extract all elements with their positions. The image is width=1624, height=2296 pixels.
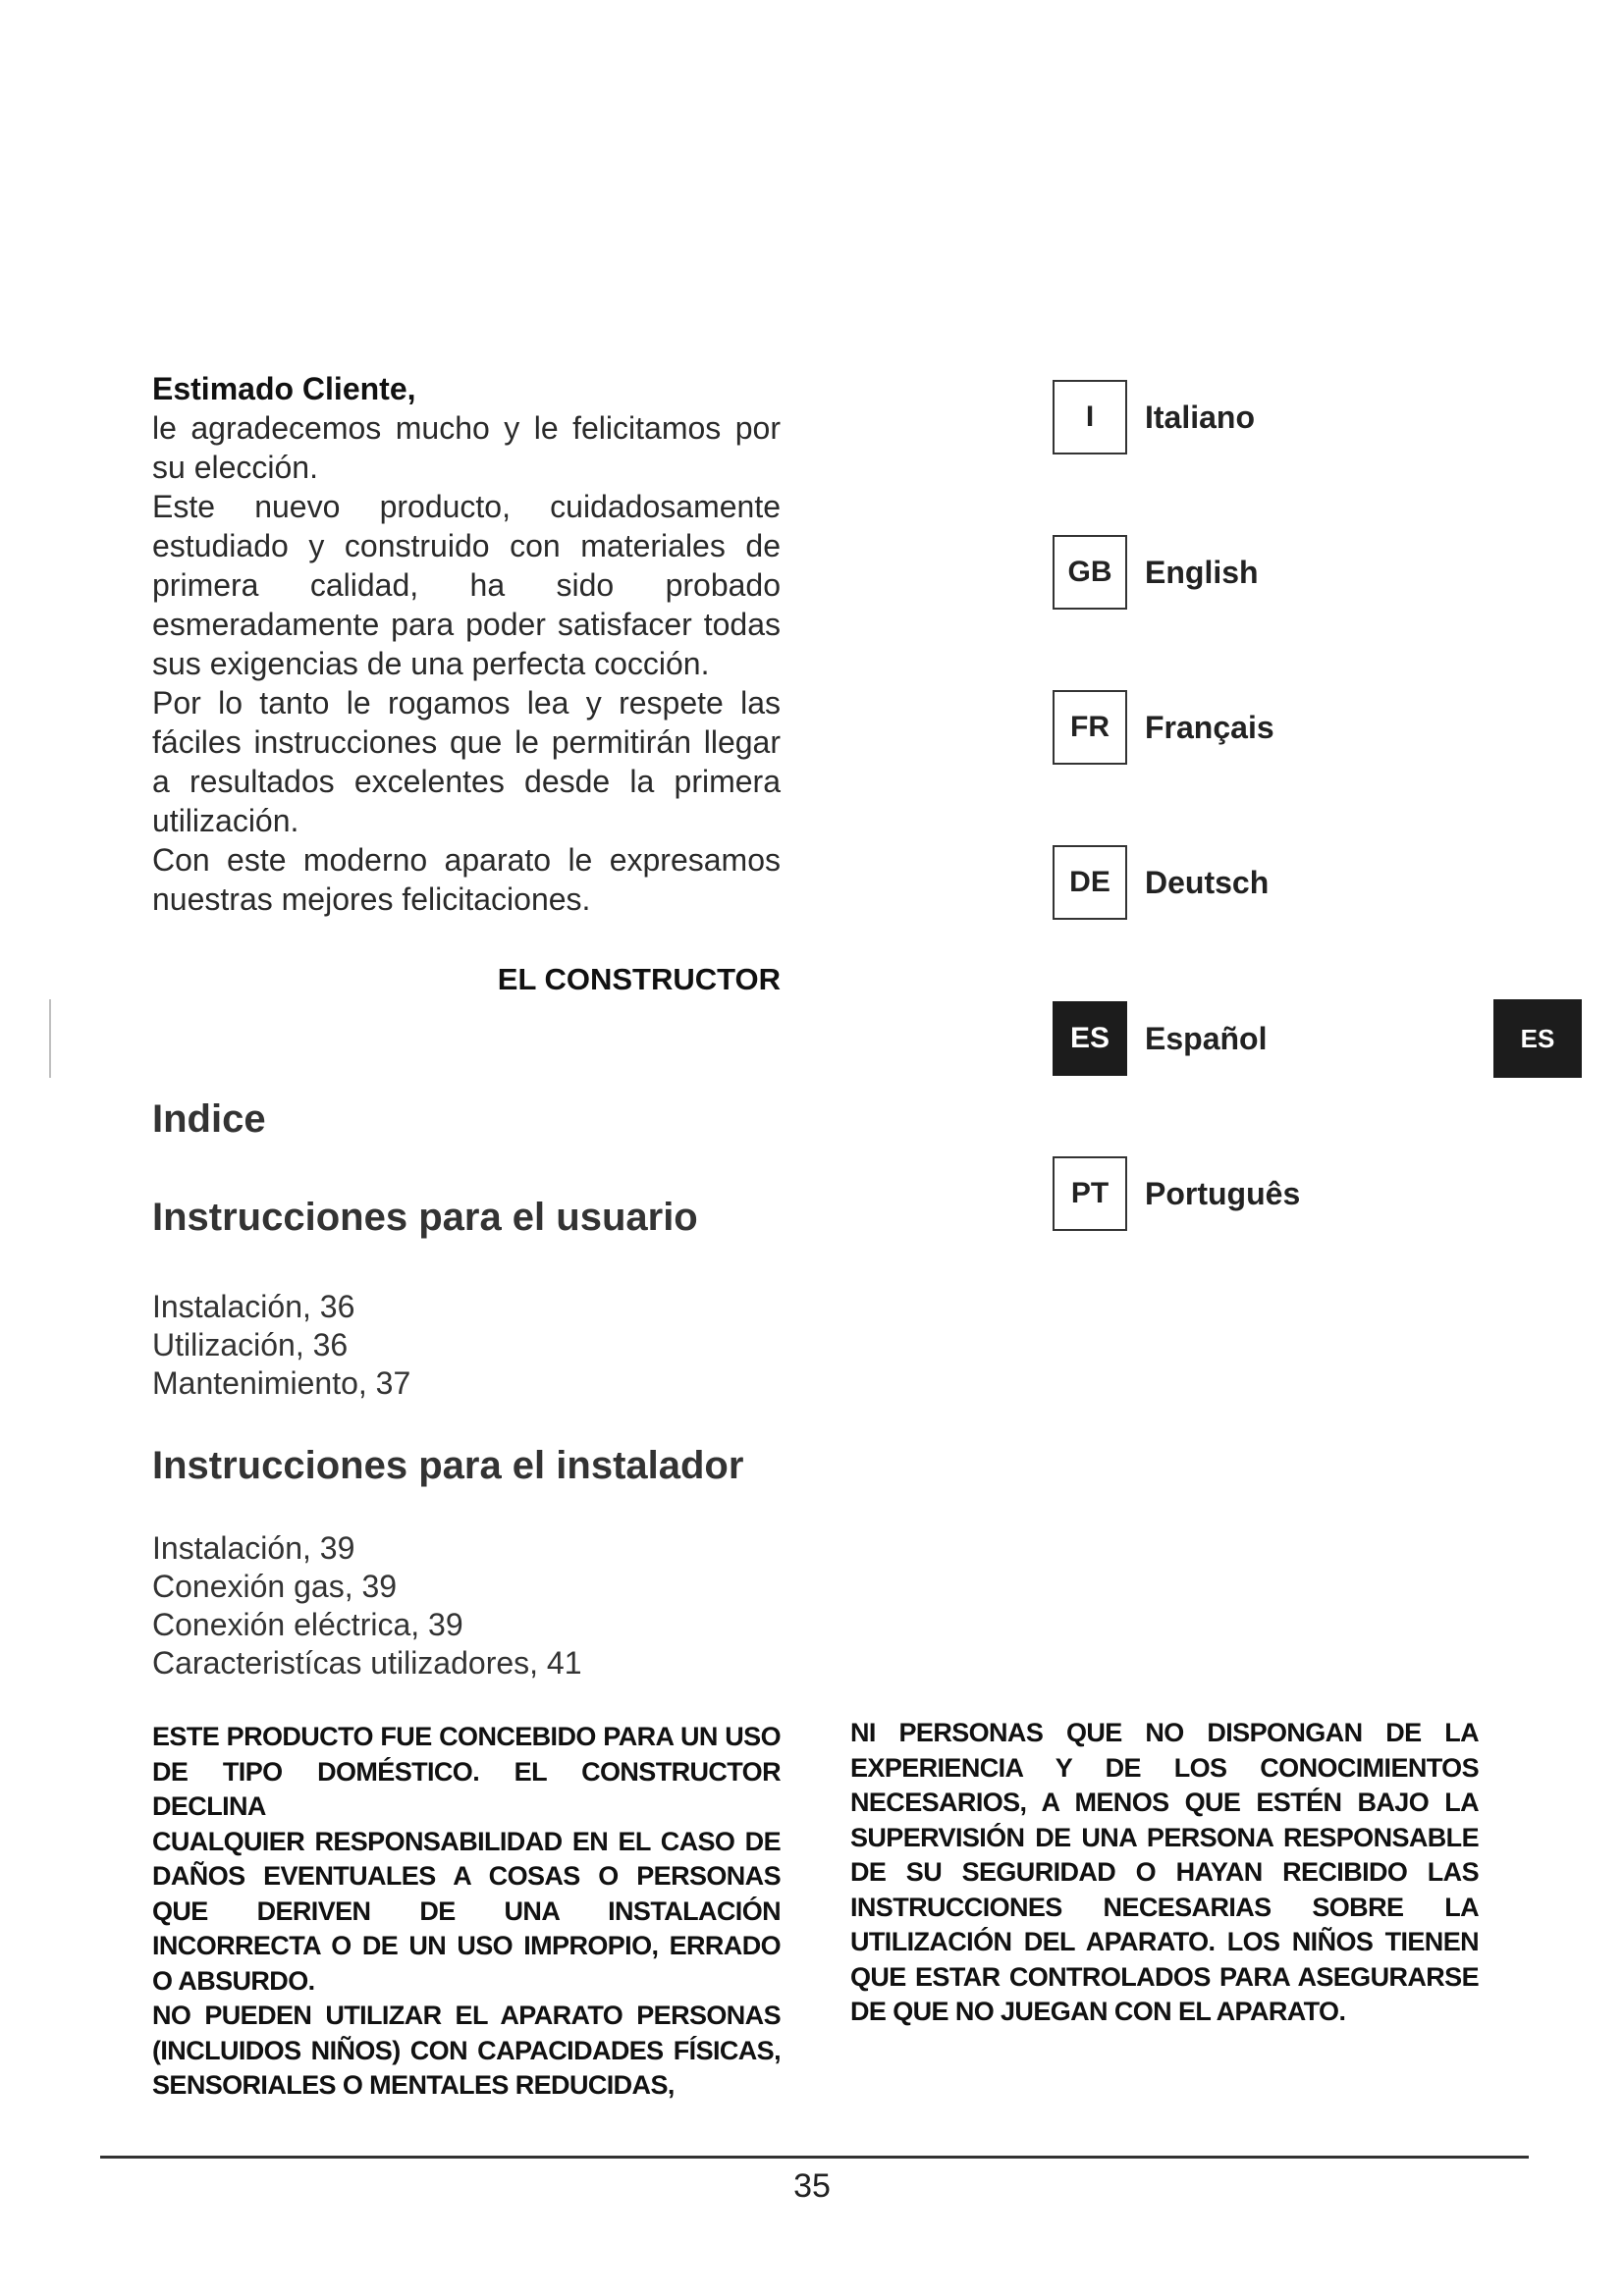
letter-paragraph: le agradecemos mucho y le felicitamos por su elección.	[152, 410, 781, 485]
warning-paragraph: NO PUEDEN UTILIZAR EL APARATO PERSONAS (INCLUIDOS NIÑOS) CON CAPACIDADES FÍSICAS, SENSORIALES O MENTALES REDUCIDAS,	[152, 2001, 781, 2100]
safety-warning-right	[850, 1716, 1479, 2030]
warning-paragraph: NI PERSONAS QUE NO DISPONGAN DE LA EXPERIENCIA Y DE LOS CONOCIMIENTOS NECESARIOS, A MENOS QUE ESTÉN BAJO LA SUPERVISIÓN DE UNA PERSONA RESPONSABLE DE SU SEGURIDAD O HAYAN RECIBIDO LAS INSTRUCCIONES NECESARIAS SOBRE LA UTILIZACIÓN DEL APARATO. LOS NIÑOS TIENEN QUE ESTAR CONTROLADOS PARA ASEGURARSE DE QUE NO JUEGAN CON EL APARATO.	[850, 1718, 1479, 2026]
letter-greeting: Estimado Cliente,	[152, 371, 416, 406]
language-item-espanol[interactable]	[1053, 1001, 1267, 1076]
toc-item: Instalación, 36	[152, 1289, 355, 1324]
language-code-box: FR	[1053, 690, 1127, 765]
warning-paragraph: CUALQUIER RESPONSABILIDAD EN EL CASO DE DAÑOS EVENTUALES A COSAS O PERSONAS QUE DERIVEN DE UNA INSTALACIÓN INCORRECTA O DE UN USO IMPROPIO, ERRADO O ABSURDO.	[152, 1826, 781, 1996]
installer-instructions-list	[152, 1529, 582, 1682]
language-item-portugues[interactable]	[1053, 1156, 1300, 1231]
language-name: Español	[1145, 1020, 1268, 1056]
language-name: English	[1145, 554, 1259, 590]
welcome-letter	[152, 369, 781, 919]
letter-paragraph: Con este moderno aparato le expresamos nuestras mejores felicitaciones.	[152, 842, 781, 917]
index-title: Indice	[152, 1097, 266, 1141]
user-instructions-title: Instrucciones para el usuario	[152, 1196, 698, 1239]
warning-paragraph: ESTE PRODUCTO FUE CONCEBIDO PARA UN USO DE TIPO DOMÉSTICO. EL CONSTRUCTOR DECLINA	[152, 1722, 781, 1821]
language-name: Italiano	[1145, 399, 1256, 435]
letter-signature: EL CONSTRUCTOR	[497, 962, 781, 996]
language-name: Deutsch	[1145, 864, 1270, 900]
language-item-deutsch[interactable]	[1053, 845, 1269, 920]
language-code-box: PT	[1053, 1156, 1127, 1231]
toc-item: Caracteristícas utilizadores, 41	[152, 1645, 582, 1681]
toc-item: Conexión gas, 39	[152, 1569, 398, 1604]
page-number: 35	[793, 2167, 831, 2205]
margin-mark	[49, 999, 51, 1078]
letter-paragraph: Por lo tanto le rogamos lea y respete las fáciles instrucciones que le permitirán llegar a resultados excelentes desde la primera utilización.	[152, 685, 781, 838]
language-item-francais[interactable]	[1053, 690, 1274, 765]
toc-item: Conexión eléctrica, 39	[152, 1607, 463, 1642]
toc-item: Mantenimiento, 37	[152, 1365, 411, 1401]
language-name: Português	[1145, 1175, 1301, 1211]
toc-item: Utilización, 36	[152, 1327, 349, 1362]
language-item-english[interactable]	[1053, 535, 1259, 610]
footer-divider	[100, 2156, 1529, 2159]
letter-paragraph: Este nuevo producto, cuidadosamente estudiado y construido con materiales de primera calidad, ha sido probado esmeradamente para poder satisfacer todas sus exigencias de una perfecta cocción.	[152, 489, 781, 681]
language-code-box: GB	[1053, 535, 1127, 610]
language-code-box: DE	[1053, 845, 1127, 920]
user-instructions-list	[152, 1288, 410, 1403]
toc-item: Instalación, 39	[152, 1530, 355, 1566]
language-code-box-active: ES	[1053, 1001, 1127, 1076]
safety-warning-left	[152, 1720, 781, 2104]
language-item-italiano[interactable]	[1053, 380, 1255, 454]
installer-instructions-title: Instrucciones para el instalador	[152, 1444, 744, 1487]
language-code-box: I	[1053, 380, 1127, 454]
language-side-tab: ES	[1493, 999, 1582, 1078]
language-name: Français	[1145, 709, 1274, 745]
